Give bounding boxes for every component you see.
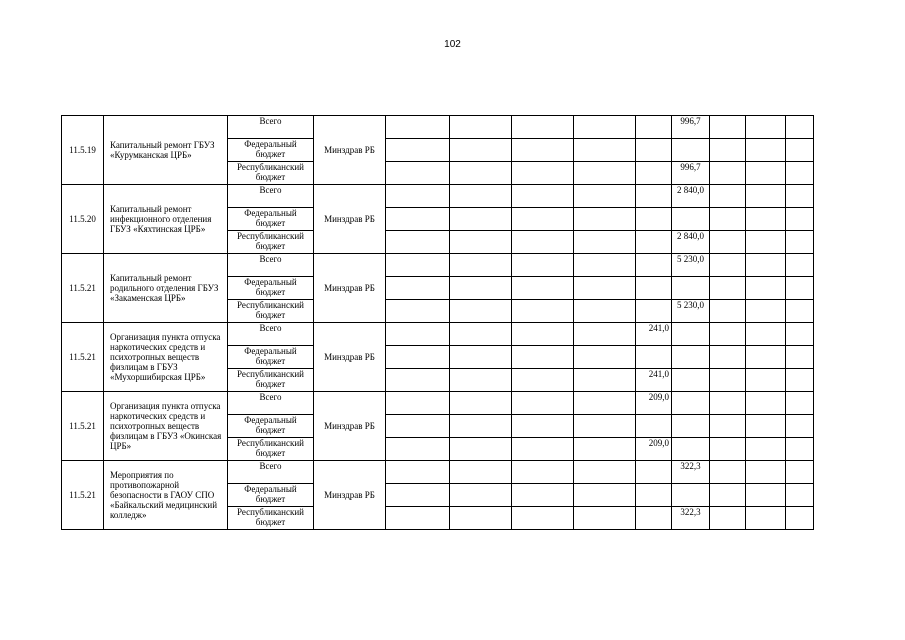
value-cell: [386, 346, 450, 369]
value-cell: [512, 139, 574, 162]
value-cell: [574, 415, 636, 438]
funding-source: Всего: [228, 116, 314, 139]
value-cell: [746, 461, 786, 484]
value-cell: [746, 507, 786, 530]
item-number: 11.5.21: [62, 254, 104, 323]
funding-source: Федеральный бюджет: [228, 484, 314, 507]
funding-source: Всего: [228, 254, 314, 277]
value-cell: [450, 415, 512, 438]
funding-source: Республиканский бюджет: [228, 162, 314, 185]
item-number: 11.5.21: [62, 392, 104, 461]
value-cell: [512, 254, 574, 277]
value-cell: [746, 300, 786, 323]
value-cell: [710, 116, 746, 139]
value-cell: [636, 484, 672, 507]
item-name: Капитальный ремонт родильного отделения ГБУЗ «Закаменская ЦРБ»: [104, 254, 228, 323]
executor: Минздрав РБ: [314, 461, 386, 530]
funding-source: Всего: [228, 323, 314, 346]
value-cell: 996,7: [672, 162, 710, 185]
item-name: Капитальный ремонт инфекционного отделения ГБУЗ «Кяхтинская ЦРБ»: [104, 185, 228, 254]
value-cell: [710, 162, 746, 185]
value-cell: [710, 415, 746, 438]
value-cell: [672, 484, 710, 507]
value-cell: [746, 208, 786, 231]
value-cell: [512, 461, 574, 484]
value-cell: [710, 438, 746, 461]
funding-source: Федеральный бюджет: [228, 139, 314, 162]
value-cell: [786, 392, 814, 415]
value-cell: [512, 116, 574, 139]
value-cell: [710, 231, 746, 254]
value-cell: [746, 139, 786, 162]
value-cell: 2 840,0: [672, 231, 710, 254]
value-cell: [512, 415, 574, 438]
value-cell: [386, 323, 450, 346]
value-cell: [386, 162, 450, 185]
value-cell: [450, 300, 512, 323]
value-cell: [636, 415, 672, 438]
value-cell: [636, 139, 672, 162]
value-cell: [672, 277, 710, 300]
executor: Минздрав РБ: [314, 392, 386, 461]
funding-source: Республиканский бюджет: [228, 300, 314, 323]
item-number: 11.5.19: [62, 116, 104, 185]
value-cell: [574, 231, 636, 254]
value-cell: [786, 461, 814, 484]
value-cell: [672, 369, 710, 392]
value-cell: [746, 392, 786, 415]
value-cell: [512, 231, 574, 254]
value-cell: [746, 484, 786, 507]
value-cell: [710, 139, 746, 162]
value-cell: [786, 185, 814, 208]
value-cell: [672, 392, 710, 415]
funding-source: Республиканский бюджет: [228, 231, 314, 254]
value-cell: [512, 277, 574, 300]
value-cell: [786, 162, 814, 185]
value-cell: [786, 369, 814, 392]
value-cell: 5 230,0: [672, 254, 710, 277]
value-cell: [746, 369, 786, 392]
value-cell: [746, 116, 786, 139]
value-cell: [574, 300, 636, 323]
value-cell: [386, 254, 450, 277]
value-cell: [786, 300, 814, 323]
value-cell: [746, 277, 786, 300]
value-cell: [710, 277, 746, 300]
value-cell: [636, 507, 672, 530]
budget-table: [61, 115, 814, 530]
item-number: 11.5.21: [62, 323, 104, 392]
item-number: 11.5.20: [62, 185, 104, 254]
value-cell: [450, 323, 512, 346]
value-cell: [386, 461, 450, 484]
value-cell: [672, 323, 710, 346]
value-cell: [450, 162, 512, 185]
value-cell: [636, 346, 672, 369]
value-cell: [386, 415, 450, 438]
value-cell: [574, 507, 636, 530]
funding-source: Республиканский бюджет: [228, 369, 314, 392]
value-cell: [386, 277, 450, 300]
table-row: [62, 323, 814, 346]
funding-source: Республиканский бюджет: [228, 507, 314, 530]
value-cell: [710, 346, 746, 369]
value-cell: [710, 461, 746, 484]
value-cell: [786, 415, 814, 438]
value-cell: [450, 254, 512, 277]
value-cell: [746, 438, 786, 461]
value-cell: [746, 185, 786, 208]
value-cell: 2 840,0: [672, 185, 710, 208]
value-cell: [636, 300, 672, 323]
value-cell: [386, 300, 450, 323]
value-cell: 209,0: [636, 392, 672, 415]
value-cell: [746, 162, 786, 185]
value-cell: [672, 139, 710, 162]
value-cell: [450, 116, 512, 139]
value-cell: 209,0: [636, 438, 672, 461]
value-cell: [672, 208, 710, 231]
value-cell: [450, 484, 512, 507]
value-cell: [786, 139, 814, 162]
value-cell: 322,3: [672, 461, 710, 484]
value-cell: [386, 208, 450, 231]
value-cell: [450, 461, 512, 484]
value-cell: [710, 484, 746, 507]
value-cell: [450, 139, 512, 162]
value-cell: [636, 254, 672, 277]
value-cell: [574, 323, 636, 346]
value-cell: [636, 208, 672, 231]
value-cell: 241,0: [636, 369, 672, 392]
value-cell: [512, 323, 574, 346]
value-cell: [710, 392, 746, 415]
funding-source: Всего: [228, 185, 314, 208]
value-cell: [450, 208, 512, 231]
value-cell: [672, 346, 710, 369]
value-cell: [786, 346, 814, 369]
value-cell: [636, 277, 672, 300]
table-row: [62, 254, 814, 277]
value-cell: [512, 438, 574, 461]
value-cell: 996,7: [672, 116, 710, 139]
value-cell: [450, 438, 512, 461]
value-cell: [636, 231, 672, 254]
value-cell: [574, 185, 636, 208]
value-cell: [450, 507, 512, 530]
value-cell: [574, 139, 636, 162]
value-cell: [450, 231, 512, 254]
value-cell: [746, 323, 786, 346]
value-cell: [672, 415, 710, 438]
value-cell: [386, 231, 450, 254]
value-cell: [786, 507, 814, 530]
value-cell: [512, 507, 574, 530]
value-cell: [512, 208, 574, 231]
table-row: [62, 392, 814, 415]
funding-source: Федеральный бюджет: [228, 346, 314, 369]
value-cell: [450, 277, 512, 300]
item-name: Организация пункта отпуска наркотических средств и психотропных веществ физлицам в ГБУЗ «Мухоршибирская ЦРБ»: [104, 323, 228, 392]
value-cell: [710, 208, 746, 231]
executor: Минздрав РБ: [314, 185, 386, 254]
value-cell: [710, 185, 746, 208]
value-cell: [786, 323, 814, 346]
item-name: Капитальный ремонт ГБУЗ «Курумканская ЦРБ»: [104, 116, 228, 185]
value-cell: 5 230,0: [672, 300, 710, 323]
value-cell: [786, 254, 814, 277]
value-cell: [574, 116, 636, 139]
value-cell: [512, 346, 574, 369]
funding-source: Всего: [228, 461, 314, 484]
value-cell: [450, 392, 512, 415]
funding-source: Республиканский бюджет: [228, 438, 314, 461]
table-row: [62, 461, 814, 484]
value-cell: [512, 162, 574, 185]
value-cell: [574, 346, 636, 369]
value-cell: [386, 139, 450, 162]
value-cell: [710, 323, 746, 346]
value-cell: [574, 369, 636, 392]
value-cell: [574, 208, 636, 231]
value-cell: [512, 484, 574, 507]
executor: Минздрав РБ: [314, 116, 386, 185]
value-cell: [450, 346, 512, 369]
value-cell: [512, 392, 574, 415]
page-number: 102: [444, 39, 461, 50]
value-cell: [710, 254, 746, 277]
value-cell: [636, 461, 672, 484]
value-cell: [710, 369, 746, 392]
table-row: [62, 116, 814, 139]
value-cell: [386, 507, 450, 530]
value-cell: [574, 438, 636, 461]
table-row: [62, 185, 814, 208]
funding-source: Федеральный бюджет: [228, 415, 314, 438]
executor: Минздрав РБ: [314, 254, 386, 323]
value-cell: [450, 185, 512, 208]
item-name: Организация пункта отпуска наркотических средств и психотропных веществ физлицам в ГБУЗ «Окинская ЦРБ»: [104, 392, 228, 461]
value-cell: [786, 438, 814, 461]
value-cell: [386, 392, 450, 415]
value-cell: [386, 116, 450, 139]
value-cell: [786, 484, 814, 507]
value-cell: [746, 231, 786, 254]
value-cell: [386, 369, 450, 392]
value-cell: [636, 185, 672, 208]
value-cell: 241,0: [636, 323, 672, 346]
value-cell: [574, 461, 636, 484]
item-name: Мероприятия по противопожарной безопасности в ГАОУ СПО «Байкальский медицинский колледж»: [104, 461, 228, 530]
value-cell: [574, 254, 636, 277]
value-cell: [636, 162, 672, 185]
value-cell: [574, 277, 636, 300]
value-cell: [450, 369, 512, 392]
value-cell: [746, 346, 786, 369]
value-cell: [386, 484, 450, 507]
value-cell: [636, 116, 672, 139]
value-cell: [512, 300, 574, 323]
value-cell: [710, 300, 746, 323]
value-cell: [672, 438, 710, 461]
value-cell: [746, 415, 786, 438]
funding-source: Федеральный бюджет: [228, 277, 314, 300]
value-cell: [786, 277, 814, 300]
value-cell: [746, 254, 786, 277]
value-cell: [512, 369, 574, 392]
value-cell: [574, 162, 636, 185]
executor: Минздрав РБ: [314, 323, 386, 392]
value-cell: [574, 484, 636, 507]
funding-source: Федеральный бюджет: [228, 208, 314, 231]
value-cell: 322,3: [672, 507, 710, 530]
value-cell: [512, 185, 574, 208]
value-cell: [386, 438, 450, 461]
value-cell: [786, 116, 814, 139]
value-cell: [710, 507, 746, 530]
value-cell: [786, 231, 814, 254]
funding-source: Всего: [228, 392, 314, 415]
value-cell: [574, 392, 636, 415]
item-number: 11.5.21: [62, 461, 104, 530]
value-cell: [786, 208, 814, 231]
value-cell: [386, 185, 450, 208]
